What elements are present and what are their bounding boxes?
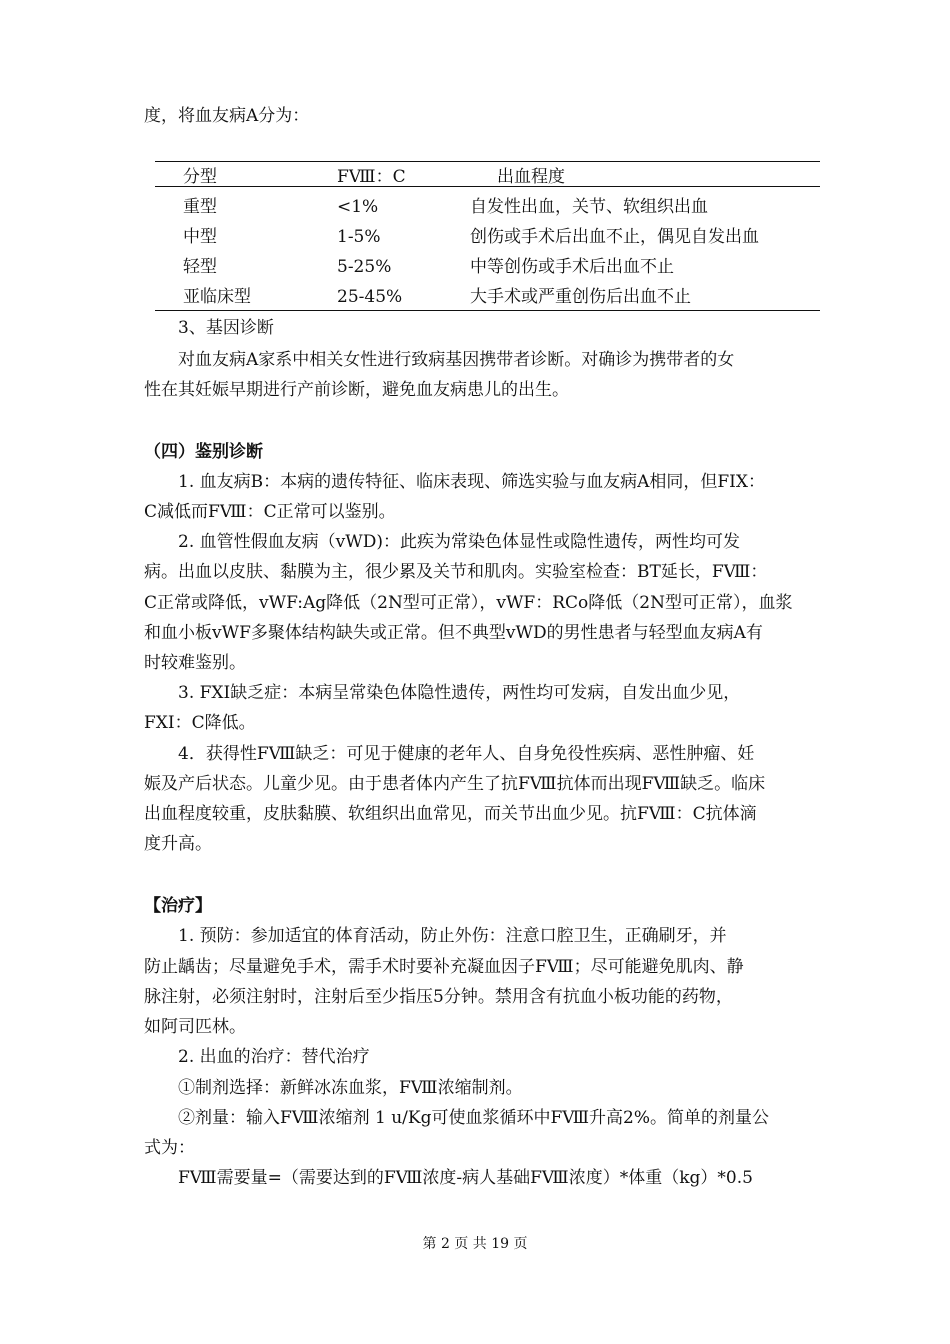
paragraph-line: 3. FXI缺乏症：本病呈常染色体隐性遗传，两性均可发病，自发出血少见， bbox=[178, 683, 741, 703]
paragraph-line: ②剂量：输入FⅧ浓缩剂 1 u/Kg可使血浆循环中FⅧ升高2%。简单的剂量公 bbox=[178, 1108, 769, 1128]
intro-text: 度，将血友病A分为： bbox=[144, 106, 310, 126]
dose-formula: FⅧ需要量=（需要达到的FⅧ浓度-病人基础FⅧ浓度）*体重（kg）*0.5 bbox=[178, 1168, 753, 1188]
table-top-rule bbox=[155, 161, 820, 162]
paragraph-line: 2. 血管性假血友病（vWD)：此疾为常染色体显性或隐性遗传，两性均可发 bbox=[178, 532, 740, 552]
paragraph-line: 如阿司匹林。 bbox=[144, 1017, 246, 1037]
paragraph-line: 1. 血友病B：本病的遗传特征、临床表现、筛选实验与血友病A相同，但FIX： bbox=[178, 472, 766, 492]
paragraph-line: ①制剂选择：新鲜冰冻血浆，FⅧ浓缩制剂。 bbox=[178, 1078, 523, 1098]
table-cell-type: 亚临床型 bbox=[183, 287, 251, 307]
page-footer: 第 2 页 共 19 页 bbox=[422, 1236, 528, 1252]
table-cell-fviii: <1% bbox=[337, 197, 379, 217]
paragraph-line: 出血程度较重，皮肤黏膜、软组织出血常见，而关节出血少见。抗FⅧ：C抗体滴 bbox=[144, 804, 757, 824]
paragraph-line: 脉注射，必须注射时，注射后至少指压5分钟。禁用含有抗血小板功能的药物， bbox=[144, 987, 733, 1007]
table-cell-fviii: 1-5% bbox=[337, 227, 381, 247]
table-cell-type: 中型 bbox=[183, 227, 217, 247]
paragraph-line: 式为： bbox=[144, 1138, 195, 1158]
paragraph-line: C正常或降低，vWF:Ag降低（2N型可正常），vWF：RCo降低（2N型可正常），血浆 bbox=[144, 593, 793, 613]
table-header-bleeding: 出血程度 bbox=[497, 167, 565, 187]
gene-diagnosis-title: 3、基因诊断 bbox=[178, 318, 274, 338]
table-cell-fviii: 25-45% bbox=[337, 287, 403, 307]
paragraph-line: 性在其妊娠早期进行产前诊断，避免血友病患儿的出生。 bbox=[144, 380, 569, 400]
table-cell-fviii: 5-25% bbox=[337, 257, 392, 277]
table-header-rule bbox=[155, 186, 820, 187]
paragraph-line: 防止龋齿；尽量避免手术，需手术时要补充凝血因子FⅧ；尽可能避免肌肉、静 bbox=[144, 957, 744, 977]
table-cell-bleeding: 大手术或严重创伤后出血不止 bbox=[470, 287, 691, 307]
paragraph-line: 4．获得性FⅧ缺乏：可见于健康的老年人、自身免役性疾病、恶性肿瘤、妊 bbox=[178, 744, 755, 764]
paragraph-line: 和血小板vWF多聚体结构缺失或正常。但不典型vWD的男性患者与轻型血友病A有 bbox=[144, 623, 763, 643]
table-cell-bleeding: 创伤或手术后出血不止，偶见自发出血 bbox=[470, 227, 759, 247]
paragraph-line: C减低而FⅧ：C正常可以鉴别。 bbox=[144, 502, 396, 522]
bleeding-treatment-title: 2. 出血的治疗：替代治疗 bbox=[178, 1047, 370, 1067]
paragraph-line: 度升高。 bbox=[144, 834, 212, 854]
table-cell-type: 轻型 bbox=[183, 257, 217, 277]
table-cell-bleeding: 自发性出血，关节、软组织出血 bbox=[470, 197, 708, 217]
paragraph-line: 对血友病A家系中相关女性进行致病基因携带者诊断。对确诊为携带者的女 bbox=[178, 350, 735, 370]
paragraph-line: 1. 预防：参加适宜的体育活动，防止外伤：注意口腔卫生，正确刷牙，并 bbox=[178, 926, 727, 946]
treatment-heading: 【治疗】 bbox=[144, 896, 212, 916]
table-header-type: 分型 bbox=[183, 167, 217, 187]
paragraph-line: 娠及产后状态。儿童少见。由于患者体内产生了抗FⅧ抗体而出现FⅧ缺乏。临床 bbox=[144, 774, 766, 794]
paragraph-line: 病。出血以皮肤、黏膜为主，很少累及关节和肌肉。实验室检查：BT延长，FⅧ： bbox=[144, 562, 768, 582]
paragraph-line: FXI：C降低。 bbox=[144, 713, 256, 733]
table-header-fviii: FⅧ：C bbox=[337, 167, 406, 187]
table-cell-bleeding: 中等创伤或手术后出血不止 bbox=[470, 257, 674, 277]
differential-heading: （四）鉴别诊断 bbox=[144, 442, 263, 462]
table-bottom-rule bbox=[155, 310, 820, 311]
paragraph-line: 时较难鉴别。 bbox=[144, 653, 246, 673]
table-cell-type: 重型 bbox=[183, 197, 217, 217]
